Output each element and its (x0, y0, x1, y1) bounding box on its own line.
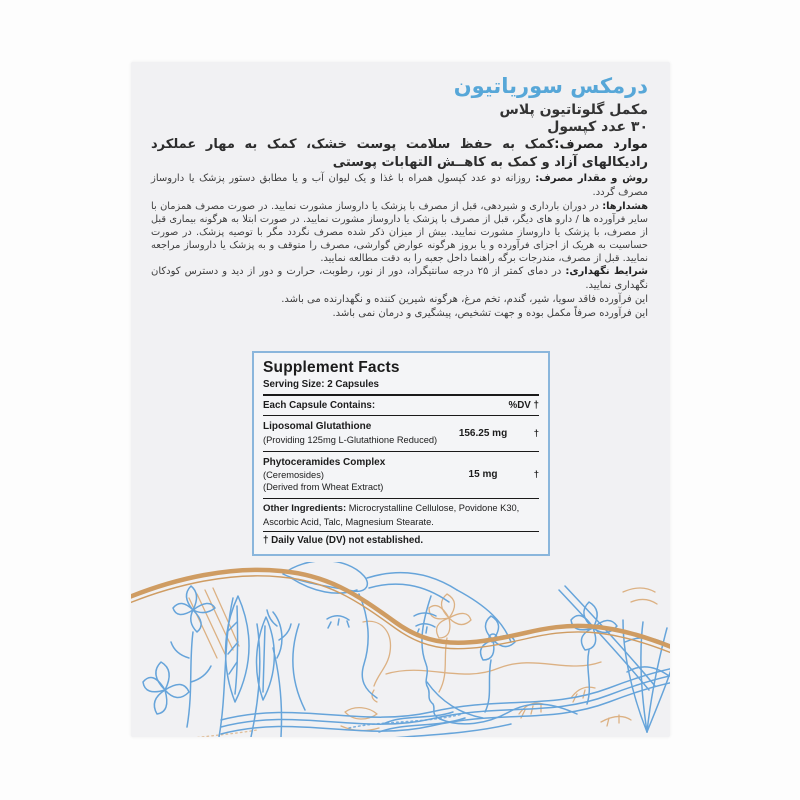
usage-label: موارد مصرف: (554, 137, 648, 152)
other-ingredients-text: Microcrystalline Cellulose, Povidone K30, Ascorbic Acid, Talc, Magnesium Stearate. (263, 503, 520, 527)
product-subtitle: مکمل گلوتاتیون پلاس (499, 102, 648, 118)
warnings-text: در دوران بارداری و شیردهی، قبل از مصرف با پزشک یا داروساز مشورت نمایید. در صورت مصرف همزمان با سایر فرآورده ها / دارو های دیگر، قبل از مصرف با پزشک یا داروساز مشورت نمایید. در صورت ابتلا به هرگونه بیماری قبل از مصرف، با پزشک یا داروساز مشورت نمایید. بیش از میزان ذکر شده مصرف نگردد مگر با توصیه پزشک. در صورت حساسیت به هریک از اجزای فرآورده و یا بروز هرگونه عوارض گوارشی، مصرف را متوقف و به پزشک یا داروساز مراجعه نمایید. قبل از مصرف، مندرجات برگه راهنما داخل جعبه را به دقت مطالعه نمایید. (151, 201, 648, 264)
warnings-paragraph (151, 200, 648, 265)
storage-label: شرایط نگهداری: (565, 266, 648, 277)
capsule-count: ۳۰ عدد کپسول (547, 119, 648, 135)
ingredient-dv: † (533, 427, 539, 439)
supplement-box-back-panel (131, 62, 670, 737)
blue-line-art (143, 562, 670, 737)
dosage-label: روش و مقدار مصرف: (535, 173, 648, 184)
ingredient-name: Liposomal Glutathione (263, 421, 372, 432)
facts-header-left: Each Capsule Contains: (263, 400, 376, 411)
ingredient-dv: † (533, 469, 539, 481)
usage-text: کمک به حفظ سلامت پوست خشک، کمک به مهار عملکرد رادیکالهای آزاد و کمک به کاهــش التهابات پوستی (151, 137, 648, 170)
ingredient-row-glutathione (263, 419, 539, 448)
facts-serving-size: Serving Size: 2 Capsules (263, 379, 379, 390)
ingredient-detail: (Providing 125mg L-Glutathione Reduced) (263, 434, 438, 445)
usage-paragraph (151, 136, 648, 172)
ingredient-detail: (Ceremosides) (263, 470, 324, 480)
ingredient-name: Phytoceramides Complex (263, 456, 386, 468)
dv-footnote: † Daily Value (DV) not established. (263, 535, 424, 546)
facts-header-dv: %DV † (508, 400, 539, 411)
divider (263, 451, 539, 452)
persian-label-text (131, 62, 670, 321)
divider (263, 415, 539, 416)
divider (263, 394, 539, 396)
ingredient-amount: 156.25 mg (458, 427, 508, 439)
ingredient-detail: (Derived from Wheat Extract) (263, 482, 384, 492)
warnings-label: هشدارها: (602, 201, 648, 212)
other-ingredients (263, 502, 539, 528)
supplement-facts-panel (252, 351, 550, 556)
ingredient-row-phytoceramides (263, 455, 539, 496)
storage-text: در دمای کمتر از ۲۵ درجه سانتیگراد، دور از نور، رطوبت، حرارت و دور از دید و دسترس کودکان نگهداری نمایید. (151, 266, 648, 291)
other-ingredients-label: Other Ingredients: (263, 503, 347, 514)
storage-paragraph (151, 265, 648, 293)
free-from-paragraph: این فرآورده فاقد سویا، شیر، گندم، تخم مرغ، هرگونه شیرین کننده و نگهدارنده می باشد. (281, 294, 648, 305)
disclaimer-paragraph: این فرآورده صرفاً مکمل بوده و جهت تشخیص، پیشگیری و درمان نمی باشد. (332, 308, 648, 319)
product-title: درمکس سوریاتیون (453, 74, 648, 98)
facts-title: Supplement Facts (263, 359, 400, 376)
divider (263, 531, 539, 532)
divider (263, 498, 539, 499)
dosage-text: روزانه دو عدد کپسول همراه با غذا و یک لیوان آب و یا مطابق دستور پزشک یا داروساز مصرف گردد. (151, 173, 648, 198)
facts-header-row (263, 399, 539, 412)
ingredient-amount: 15 mg (468, 469, 498, 481)
dosage-paragraph (151, 172, 648, 200)
botanical-line-art (131, 562, 670, 737)
